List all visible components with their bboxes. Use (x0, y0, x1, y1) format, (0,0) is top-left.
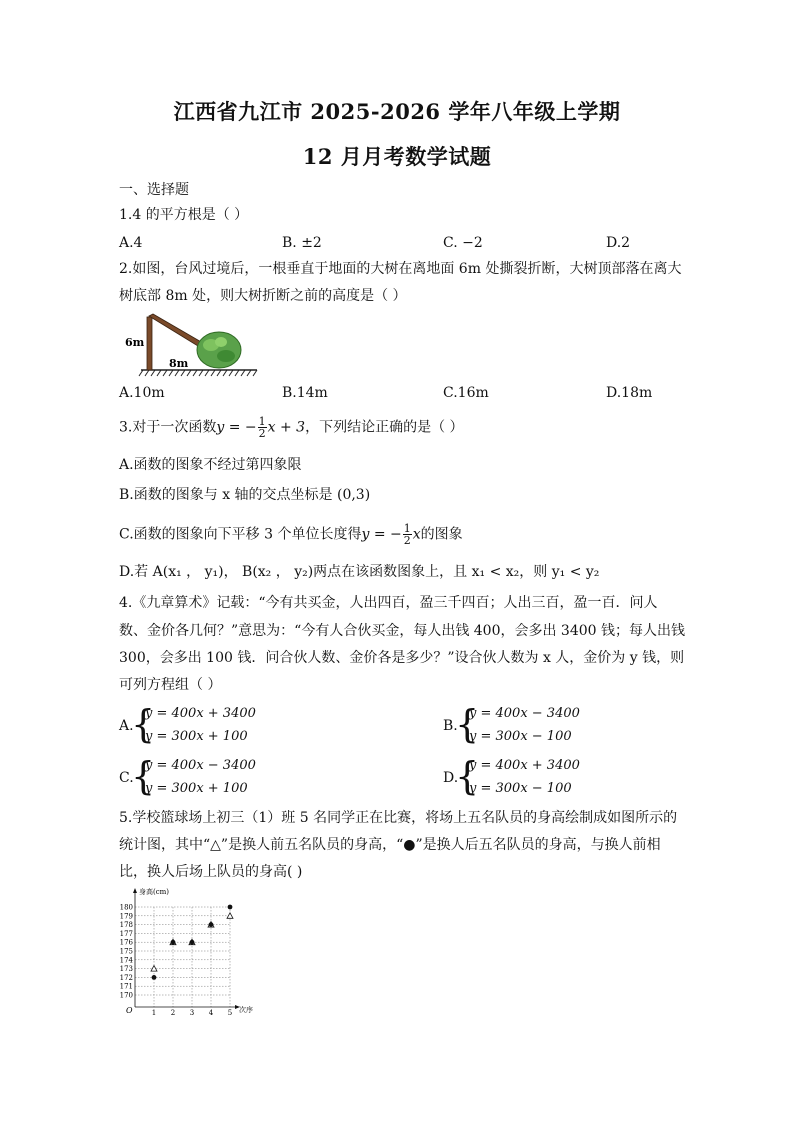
q4-option-b-eq1: y = 400x − 3400 (469, 706, 580, 721)
q1-option-b: B. ±2 (282, 235, 322, 251)
q3-option-b: B.函数的图象与 x 轴的交点坐标是 (0,3) (119, 487, 371, 503)
chart-x-tick-label: 5 (227, 1009, 233, 1017)
q2-stem-line1: 2.如图，台风过境后，一根垂直于地面的大树在离地面 6m 处撕裂折断，大树顶部落在离大 (119, 261, 682, 277)
section-heading: 一、选择题 (119, 182, 189, 198)
q3-frac-den: 2 (258, 427, 266, 440)
q4-stem-line2: 数、金价各几何？”意思为：“今有人合伙买金，每人出钱 400，会多出 3400 钱；每人出钱 (119, 623, 686, 639)
chart-point-circle (228, 905, 233, 910)
q3-stem (119, 416, 464, 439)
q3-stem-pre: 3.对于一次函数 (119, 419, 217, 436)
tree-crown (197, 332, 241, 368)
chart-x-tick-label: 2 (170, 1009, 176, 1017)
chart-y-tick-label: 179 (119, 912, 133, 921)
q3-option-c-fraction (403, 523, 412, 546)
q4-option-a-eq2: y = 300x + 100 (145, 729, 248, 744)
q5-stem-line1: 5.学校篮球场上初三（1）班 5 名同学正在比赛，将场上五名队员的身高绘制成如图所示的 (119, 810, 678, 826)
q3-option-d: D.若 A(x₁ ， y₁)， B(x₂ ， y₂)两点在该函数图象上，且 x₁ < x₂，则 y₁ < y₂ (119, 564, 600, 580)
q4-stem-line4: 可列方程组（ ） (119, 677, 222, 693)
q4-option-c-eq2: y = 300x + 100 (145, 781, 248, 796)
q3-option-c (119, 523, 463, 546)
q4-stem-line1: 4.《九章算术》记载：“今有共买金，人出四百，盈三千四百；人出三百，盈一百．问人 (119, 595, 658, 611)
chart-y-tick-label: 178 (119, 921, 133, 930)
chart-origin-label: O (126, 1006, 133, 1015)
q3-fraction (258, 416, 267, 439)
q2-label-6m: 6m (125, 336, 145, 349)
q4-option-a-letter: A. (119, 718, 134, 734)
q3-func-lhs: y = − (216, 419, 257, 436)
q4-option-b-letter: B. (443, 718, 458, 734)
q4-option-d-eq1: y = 400x + 3400 (469, 758, 580, 773)
chart-y-tick-label: 174 (119, 956, 133, 965)
q5-height-chart (115, 885, 265, 1017)
ground-line (139, 370, 257, 376)
chart-y-tick-label: 170 (119, 991, 133, 1000)
chart-point-circle (190, 940, 195, 945)
q5-stem-line2: 统计图，其中“△”是换人前五名队员的身高，“●”是换人后五名队员的身高，与换人前相 (119, 837, 661, 853)
chart-x-axis-label: 次序 (239, 1006, 253, 1014)
q2-option-a: A.10m (119, 385, 165, 401)
q3-option-c-pre: C.函数的图象向下平移 3 个单位长度得 (119, 526, 362, 543)
chart-x-tick-label: 3 (189, 1009, 195, 1017)
q3-option-c-frac-num: 1 (403, 522, 411, 535)
chart-tick-labels (120, 904, 233, 1018)
q1-stem: 1.4 的平方根是（ ） (119, 207, 249, 223)
q3-option-a: A.函数的图象不经过第四象限 (119, 457, 302, 473)
chart-point-triangle (227, 913, 233, 919)
q3-stem-post: ，下列结论正确的是（ ） (305, 419, 464, 436)
q1-option-a: A.4 (119, 235, 143, 251)
q2-label-8m: 8m (169, 357, 189, 370)
q4-option-c-letter: C. (119, 770, 134, 786)
chart-axes (133, 888, 240, 1009)
q4-option-b-eq2: y = 300x − 100 (469, 729, 572, 744)
chart-y-axis-label: 身高(cm) (139, 888, 170, 896)
q3-option-c-rhs: x (412, 526, 421, 543)
q4-option-d-letter: D. (443, 770, 459, 786)
chart-y-tick-label: 171 (119, 982, 133, 991)
q4-option-a-brace: { (131, 702, 156, 746)
chart-y-tick-label: 175 (119, 947, 133, 956)
q4-stem-line3: 300，会多出 100 钱．问合伙人数、金价各是多少？”设合伙人数为 x 人，金价为 y 钱，则 (119, 650, 685, 666)
q3-option-c-func: y = − (361, 526, 402, 543)
q2-option-d: D.18m (606, 385, 653, 401)
chart-x-tick-label: 4 (208, 1009, 214, 1017)
q3-func-rhs: x + 3 (267, 419, 306, 436)
q2-tree-figure (119, 312, 259, 378)
chart-x-tick-label: 1 (151, 1009, 157, 1017)
q4-option-d-brace: { (455, 754, 480, 798)
q2-option-b: B.14m (282, 385, 328, 401)
q4-option-c-brace: { (131, 754, 156, 798)
q4-option-c-eq1: y = 400x − 3400 (145, 758, 256, 773)
q3-option-c-frac-den: 2 (403, 534, 411, 547)
q1-option-c: C. −2 (443, 235, 483, 251)
chart-y-tick-label: 177 (119, 929, 133, 938)
chart-y-axis-arrow (133, 888, 137, 893)
q3-option-c-post: 的图象 (420, 526, 463, 543)
chart-point-circle (171, 940, 176, 945)
q5-stem-line3: 比，换人后场上队员的身高( ) (119, 864, 303, 880)
chart-y-tick-label: 172 (119, 973, 133, 982)
q2-option-c: C.16m (443, 385, 489, 401)
chart-point-circle (152, 975, 157, 980)
q1-option-d: D.2 (606, 235, 631, 251)
q4-option-a-eq1: y = 400x + 3400 (145, 706, 256, 721)
exam-title-line1: 江西省九江市 2025-2026 学年八年级上学期 (173, 99, 621, 124)
chart-y-tick-label: 176 (119, 938, 133, 947)
exam-title-line2: 12 月月考数学试题 (302, 144, 492, 169)
q4-option-d-eq2: y = 300x − 100 (469, 781, 572, 796)
chart-y-tick-label: 180 (119, 903, 133, 912)
chart-point-triangle (151, 966, 157, 972)
q3-frac-num: 1 (258, 415, 266, 428)
chart-grid (135, 907, 230, 1007)
chart-y-tick-label: 173 (119, 965, 133, 974)
chart-point-circle (209, 922, 214, 927)
q2-stem-line2: 树底部 8m 处，则大树折断之前的高度是（ ） (119, 288, 407, 304)
q4-option-b-brace: { (455, 702, 480, 746)
